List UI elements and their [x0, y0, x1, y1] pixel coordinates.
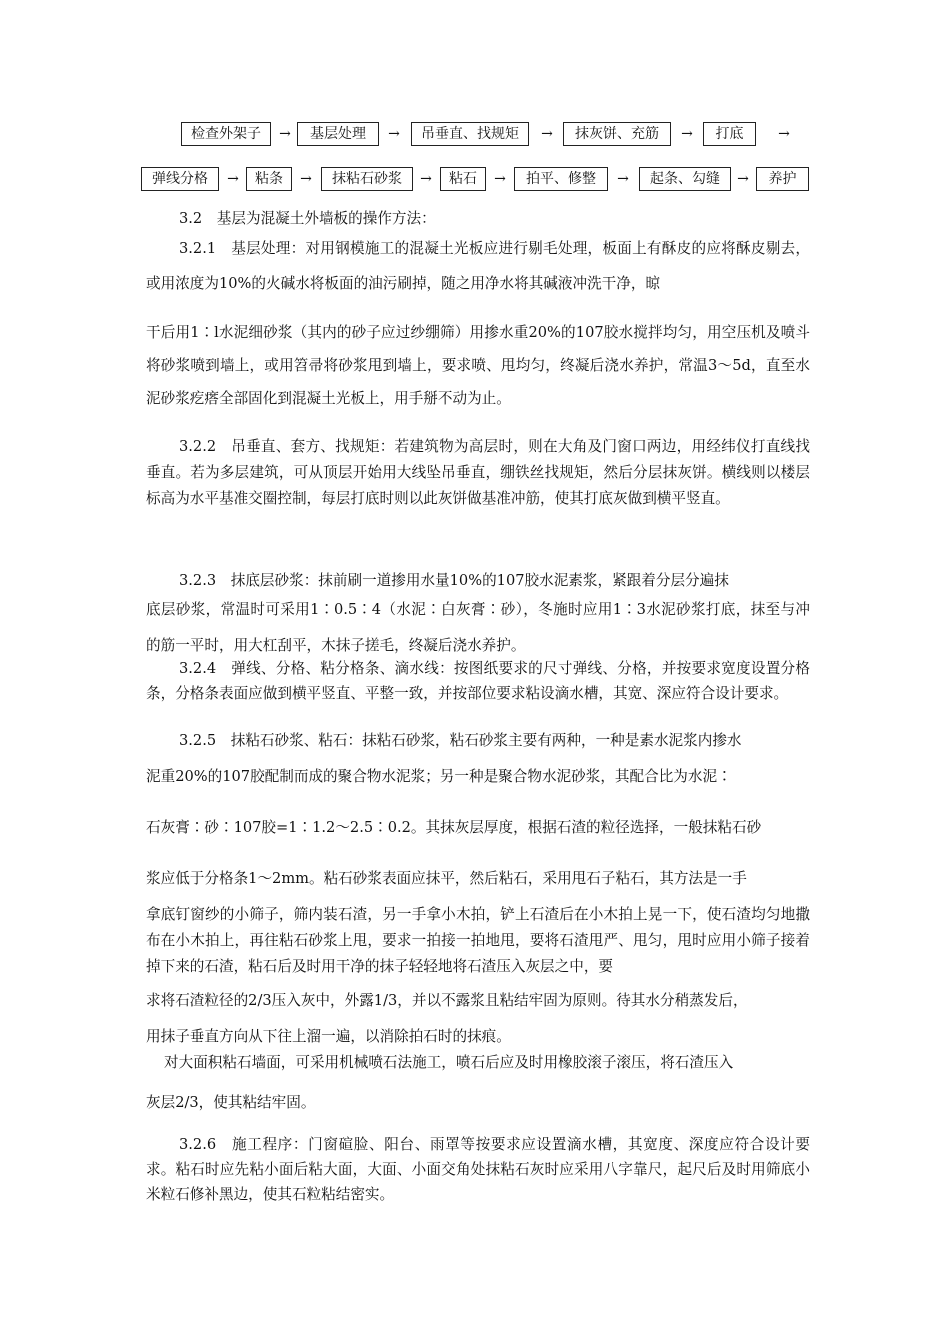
- flow-arrow-icon: →: [388, 126, 400, 142]
- section-3-2-5-part-8: 对大面积粘石墙面，可采用机械喷石法施工，喷石后应及时用橡胶滚子滚压，将石渣压入: [164, 1054, 734, 1071]
- flow-arrow-icon: →: [541, 126, 553, 142]
- section-3-2-3-part-1: 3.2.3 抹底层砂浆：抹前刷一道掺用水量10%的107胶水泥素浆，紧跟着分层分遍抹: [179, 572, 729, 589]
- section-3-2-5-part-3: 石灰膏∶砂∶107胶=1∶1.2～2.5∶0.2。其抹灰层厚度，根据石渣的粒径选择，一般抹粘石砂: [146, 819, 762, 836]
- section-3-2-1-part-2: 干后用1∶l水泥细砂浆（其内的砂子应过纱绷筛）用掺水重20%的107胶水搅拌均匀，用空压机及喷斗将砂浆喷到墙上，或用笤帚将砂浆甩到墙上，要求喷、甩均匀，终凝后浇水养护，常温3～5d，直至水泥砂浆疙瘩全部固化到混凝土光板上，用手掰不动为止。: [146, 324, 810, 407]
- flow-arrow-icon: →: [227, 171, 239, 187]
- flow-arrow-icon: →: [681, 126, 693, 142]
- section-3-2-heading: 3.2 基层为混凝土外墙板的操作方法：: [179, 210, 436, 227]
- section-3-2-5-part-9: 灰层2/3，使其粘结牢固。: [146, 1094, 316, 1111]
- flow-step-plumb: 吊垂直、找规矩: [411, 122, 529, 146]
- flow-arrow-icon: →: [737, 171, 749, 187]
- flow-step-base-treatment: 基层处理: [297, 122, 379, 146]
- section-3-2-1-part-1: 3.2.1 基层处理：对用钢模施工的混凝土光板应进行剔毛处理，板面上有酥皮的应将酥皮剔去，或用浓度为10%的火碱水将板面的油污刷掉，随之用净水将其碱液冲洗干净，晾: [146, 240, 810, 292]
- flow-arrow-icon: →: [494, 171, 506, 187]
- flow-step-line-grid: 弹线分格: [141, 167, 219, 191]
- flow-step-flatten: 拍平、修整: [514, 167, 608, 191]
- flow-step-plaster-cake: 抹灰饼、充筋: [563, 122, 671, 146]
- section-3-2-5-part-7: 用抹子垂直方向从下往上溜一遍，以消除拍石时的抹痕。: [146, 1028, 511, 1045]
- flow-step-curing: 养护: [756, 167, 809, 191]
- flow-step-strips: 粘条: [246, 167, 292, 191]
- flow-arrow-icon: →: [300, 171, 312, 187]
- flow-row-1: [0, 122, 950, 150]
- section-3-2-3-part-2: 底层砂浆，常温时可采用1∶0.5∶4（水泥∶白灰膏∶砂），冬施时应用1∶3水泥砂浆打底，抹至与冲的筋一平时，用大杠刮平，木抹子搓毛，终凝后浇水养护。: [146, 601, 810, 654]
- section-3-2-5-part-5: 拿底钉窗纱的小筛子，筛内装石渣，另一手拿小木拍，铲上石渣后在小木拍上晃一下，使石渣均匀地撒布在小木拍上，再往粘石砂浆上甩，要求一拍接一拍地甩，要将石渣甩严、甩匀，甩时应用小筛子接着掉下来的石渣，粘石后及时用干净的抹子轻轻地将石渣压入灰层之中，要: [146, 906, 810, 975]
- flow-step-pointing: 起条、勾缝: [639, 167, 731, 191]
- flow-arrow-icon: →: [420, 171, 432, 187]
- flow-row-2: [0, 167, 950, 195]
- section-3-2-5-part-6: 求将石渣粒径的2/3压入灰中，外露1/3，并以不露浆且粘结牢固为原则。待其水分稍蒸发后，: [146, 992, 748, 1009]
- section-3-2-6: 3.2.6 施工程序：门窗碹脸、阳台、雨罩等按要求应设置滴水槽，其宽度、深度应符合设计要求。粘石时应先粘小面后粘大面，大面、小面交角处抹粘石灰时应采用八字靠尺，起尺后及时用筛底小米粒石修补黑边，使其石粒粘结密实。: [146, 1136, 810, 1203]
- section-3-2-2: 3.2.2 吊垂直、套方、找规矩：若建筑物为高层时，则在大角及门窗口两边，用经纬仪打直线找垂直。若为多层建筑，可从顶层开始用大线坠吊垂直，绷铁丝找规矩，然后分层抹灰饼。横线则以楼层标高为水平基准交圈控制，每层打底时则以此灰饼做基准冲筋，使其打底灰做到横平竖直。: [146, 438, 810, 507]
- flow-arrow-icon: →: [778, 126, 790, 142]
- section-3-2-4: 3.2.4 弹线、分格、粘分格条、滴水线：按图纸要求的尺寸弹线、分格，并按要求宽度设置分格条，分格条表面应做到横平竖直、平整一致，并按部位要求粘设滴水槽，其宽、深应符合设计要求。: [146, 660, 810, 702]
- section-3-2-5-part-2: 泥重20%的107胶配制而成的聚合物水泥浆；另一种是聚合物水泥砂浆，其配合比为水泥∶: [146, 768, 732, 785]
- flow-step-stone: 粘石: [440, 167, 486, 191]
- flow-step-stone-mortar: 抹粘石砂浆: [321, 167, 413, 191]
- section-3-2-5-part-4: 浆应低于分格条1～2mm。粘石砂浆表面应抹平，然后粘石，采用甩石子粘石，其方法是一手: [146, 870, 747, 887]
- flow-step-base-coat: 打底: [703, 122, 756, 146]
- flow-arrow-icon: →: [617, 171, 629, 187]
- flow-step-check-scaffold: 检查外架子: [181, 122, 271, 146]
- section-3-2-5-part-1: 3.2.5 抹粘石砂浆、粘石：抹粘石砂浆，粘石砂浆主要有两种，一种是素水泥浆内掺水: [179, 732, 742, 749]
- flow-arrow-icon: →: [279, 126, 291, 142]
